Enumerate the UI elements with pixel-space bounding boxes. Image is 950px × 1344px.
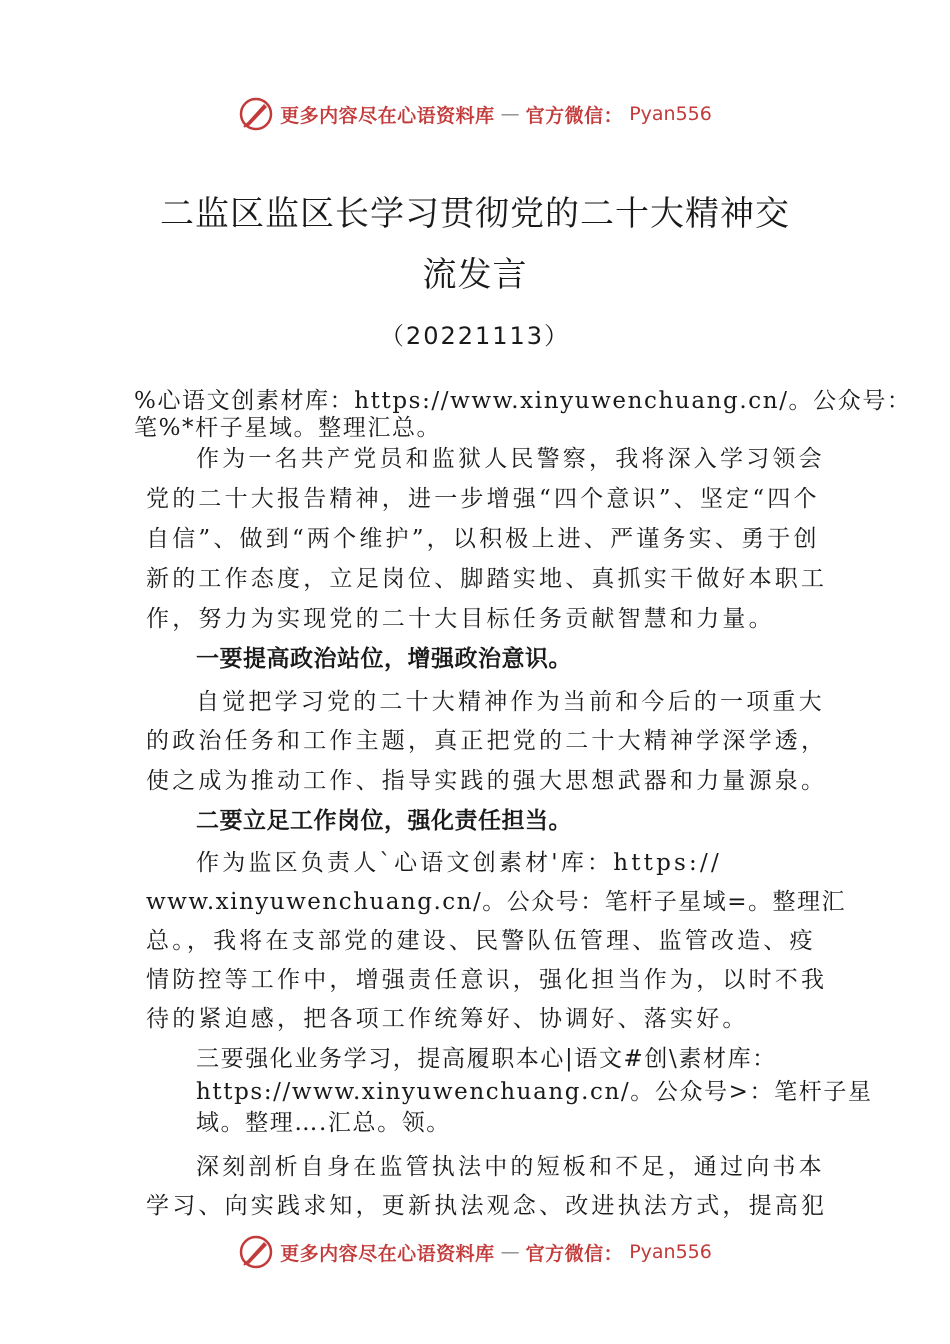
body-line-17: 待的紧迫感，把各项工作统筹好、协调好、落实好。	[146, 1006, 749, 1032]
body-line-19: https://www.xinyuwenchuang.cn/。公众号>：笔杆子星	[196, 1079, 873, 1105]
body-line-7: 作，努力为实现党的二十大目标任务贡献智慧和力量。	[146, 606, 775, 632]
body-line-21: 深刻剖析自身在监管执法中的短板和不足，通过向书本	[196, 1154, 825, 1180]
page-title-line-1: 二监区监区长学习贯彻党的二十大精神交	[160, 194, 790, 234]
body-line-9: 自觉把学习党的二十大精神作为当前和今后的一项重大	[196, 689, 825, 715]
body-line-4: 党的二十大报告精神，进一步增强“四个意识”、坚定“四个	[146, 486, 820, 512]
footer-banner	[0, 1232, 950, 1272]
body-line-1: %心语文创素材库：https://www.xinyuwenchuang.cn/。公众号：	[134, 388, 912, 414]
body-line-13: 作为监区负责人`心语文创素材'库：https://	[196, 850, 722, 876]
banner-separator: —	[500, 1241, 520, 1263]
body-line-22: 学习、向实践求知，更新执法观念、改进执法方式，提高犯	[146, 1193, 828, 1219]
banner-separator: —	[500, 103, 520, 125]
banner-wechat-id: Pyan556	[629, 1241, 712, 1263]
quill-logo-icon	[238, 1234, 274, 1270]
body-line-6: 新的工作态度，立足岗位、脚踏实地、真抓实干做好本职工	[146, 566, 828, 592]
section-heading-1: 一要提高政治站位，增强政治意识。	[196, 646, 572, 672]
body-line-20: 域。整理….汇总。领。	[196, 1110, 451, 1136]
page-date: （20221113）	[379, 322, 571, 350]
banner-label: 官方微信：	[525, 104, 624, 127]
body-line-5: 自信”、做到“两个维护”，以积极上进、严谨务实、勇于创	[146, 526, 820, 552]
page-title-line-2: 流发言	[422, 255, 528, 295]
body-line-18: 三要强化业务学习，提高履职本心|语文#创\素材库：	[196, 1046, 777, 1072]
banner-text: 更多内容尽在心语资料库	[280, 1242, 495, 1265]
body-line-15: 总。，我将在支部党的建设、民警队伍管理、监管改造、疫	[146, 928, 816, 954]
body-line-11: 使之成为推动工作、指导实践的强大思想武器和力量源泉。	[146, 768, 828, 794]
banner-wechat-id: Pyan556	[629, 103, 712, 125]
banner-label: 官方微信：	[525, 1242, 624, 1265]
banner-text: 更多内容尽在心语资料库	[280, 104, 495, 127]
body-line-16: 情防控等工作中，增强责任意识，强化担当作为，以时不我	[146, 967, 828, 993]
body-line-2: 笔%*杆子星域。整理汇总。	[134, 415, 442, 441]
body-line-14: www.xinyuwenchuang.cn/。公众号：笔杆子星域=。整理汇	[146, 889, 846, 915]
section-heading-2: 二要立足工作岗位，强化责任担当。	[196, 808, 572, 834]
header-banner	[0, 94, 950, 134]
body-line-3: 作为一名共产党员和监狱人民警察，我将深入学习领会	[196, 446, 825, 472]
quill-logo-icon	[238, 96, 274, 132]
body-line-10: 的政治任务和工作主题，真正把党的二十大精神学深学透，	[146, 728, 828, 754]
